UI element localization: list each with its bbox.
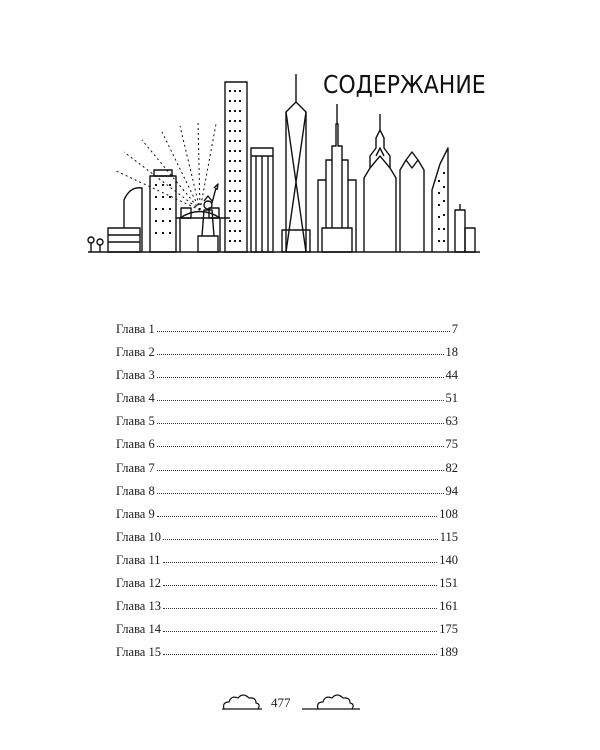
toc-entry-label: Глава 4 — [116, 391, 155, 406]
toc-entry-page: 51 — [445, 391, 458, 406]
toc-entry-5[interactable] — [116, 414, 458, 437]
dot-leader — [157, 354, 444, 355]
toc-entry-page: 151 — [439, 576, 458, 591]
toc-entry-8[interactable] — [116, 484, 458, 507]
toc-entry-14[interactable] — [116, 622, 458, 645]
toc-entry-label: Глава 7 — [116, 460, 155, 475]
footer-clouds-decoration — [0, 690, 600, 720]
dot-leader — [157, 516, 438, 517]
toc-entry-page: 94 — [445, 483, 458, 498]
dot-leader — [163, 585, 437, 586]
dot-leader — [163, 631, 437, 632]
dot-leader — [157, 493, 444, 494]
toc-entry-label: Глава 15 — [116, 645, 161, 660]
page-number: 477 — [271, 695, 291, 710]
toc-entry-page: 44 — [445, 368, 458, 383]
toc-entry-page: 75 — [445, 437, 458, 452]
toc-entry-label: Глава 11 — [116, 552, 161, 567]
toc-entry-10[interactable] — [116, 530, 458, 553]
dot-leader — [157, 377, 444, 378]
toc-entry-label: Глава 13 — [116, 599, 161, 614]
toc-entry-4[interactable] — [116, 391, 458, 414]
toc-entry-2[interactable] — [116, 345, 458, 368]
toc-entry-7[interactable] — [116, 461, 458, 484]
toc-entry-label: Глава 2 — [116, 345, 155, 360]
toc-entry-page: 189 — [439, 645, 458, 660]
toc-entry-6[interactable] — [116, 437, 458, 460]
toc-entry-label: Глава 14 — [116, 622, 161, 637]
dot-leader — [163, 539, 438, 540]
toc-entry-page: 115 — [439, 529, 458, 544]
toc-entry-page: 161 — [439, 599, 458, 614]
toc-entry-page: 63 — [445, 414, 458, 429]
dot-leader — [157, 400, 444, 401]
toc-entry-1[interactable] — [116, 322, 458, 345]
toc-entry-label: Глава 10 — [116, 529, 161, 544]
toc-entry-11[interactable] — [116, 553, 458, 576]
dot-leader — [157, 470, 444, 471]
dot-leader — [163, 608, 437, 609]
toc-entry-page: 82 — [445, 460, 458, 475]
toc-entry-label: Глава 9 — [116, 506, 155, 521]
toc-entry-9[interactable] — [116, 507, 458, 530]
toc-entry-page: 108 — [439, 506, 458, 521]
toc-entry-3[interactable] — [116, 368, 458, 391]
toc-entry-page: 7 — [451, 322, 458, 336]
toc-entry-label: Глава 1 — [116, 322, 155, 336]
toc-entry-13[interactable] — [116, 599, 458, 622]
toc-entry-15[interactable] — [116, 645, 458, 668]
toc-entry-page: 140 — [439, 552, 458, 567]
page-title: СОДЕРЖАНИЕ — [323, 70, 486, 99]
table-of-contents — [116, 322, 458, 668]
toc-entry-label: Глава 8 — [116, 483, 155, 498]
dot-leader — [163, 562, 438, 563]
dot-leader — [163, 654, 437, 655]
dot-leader — [157, 423, 444, 424]
cloud-icon — [224, 695, 260, 709]
dot-leader — [157, 446, 444, 447]
toc-entry-page: 175 — [439, 622, 458, 637]
dot-leader — [157, 331, 450, 332]
toc-entry-12[interactable] — [116, 576, 458, 599]
toc-entry-label: Глава 5 — [116, 414, 155, 429]
toc-entry-page: 18 — [445, 345, 458, 360]
cloud-icon — [318, 695, 354, 709]
toc-entry-label: Глава 6 — [116, 437, 155, 452]
toc-entry-label: Глава 12 — [116, 576, 161, 591]
toc-entry-label: Глава 3 — [116, 368, 155, 383]
